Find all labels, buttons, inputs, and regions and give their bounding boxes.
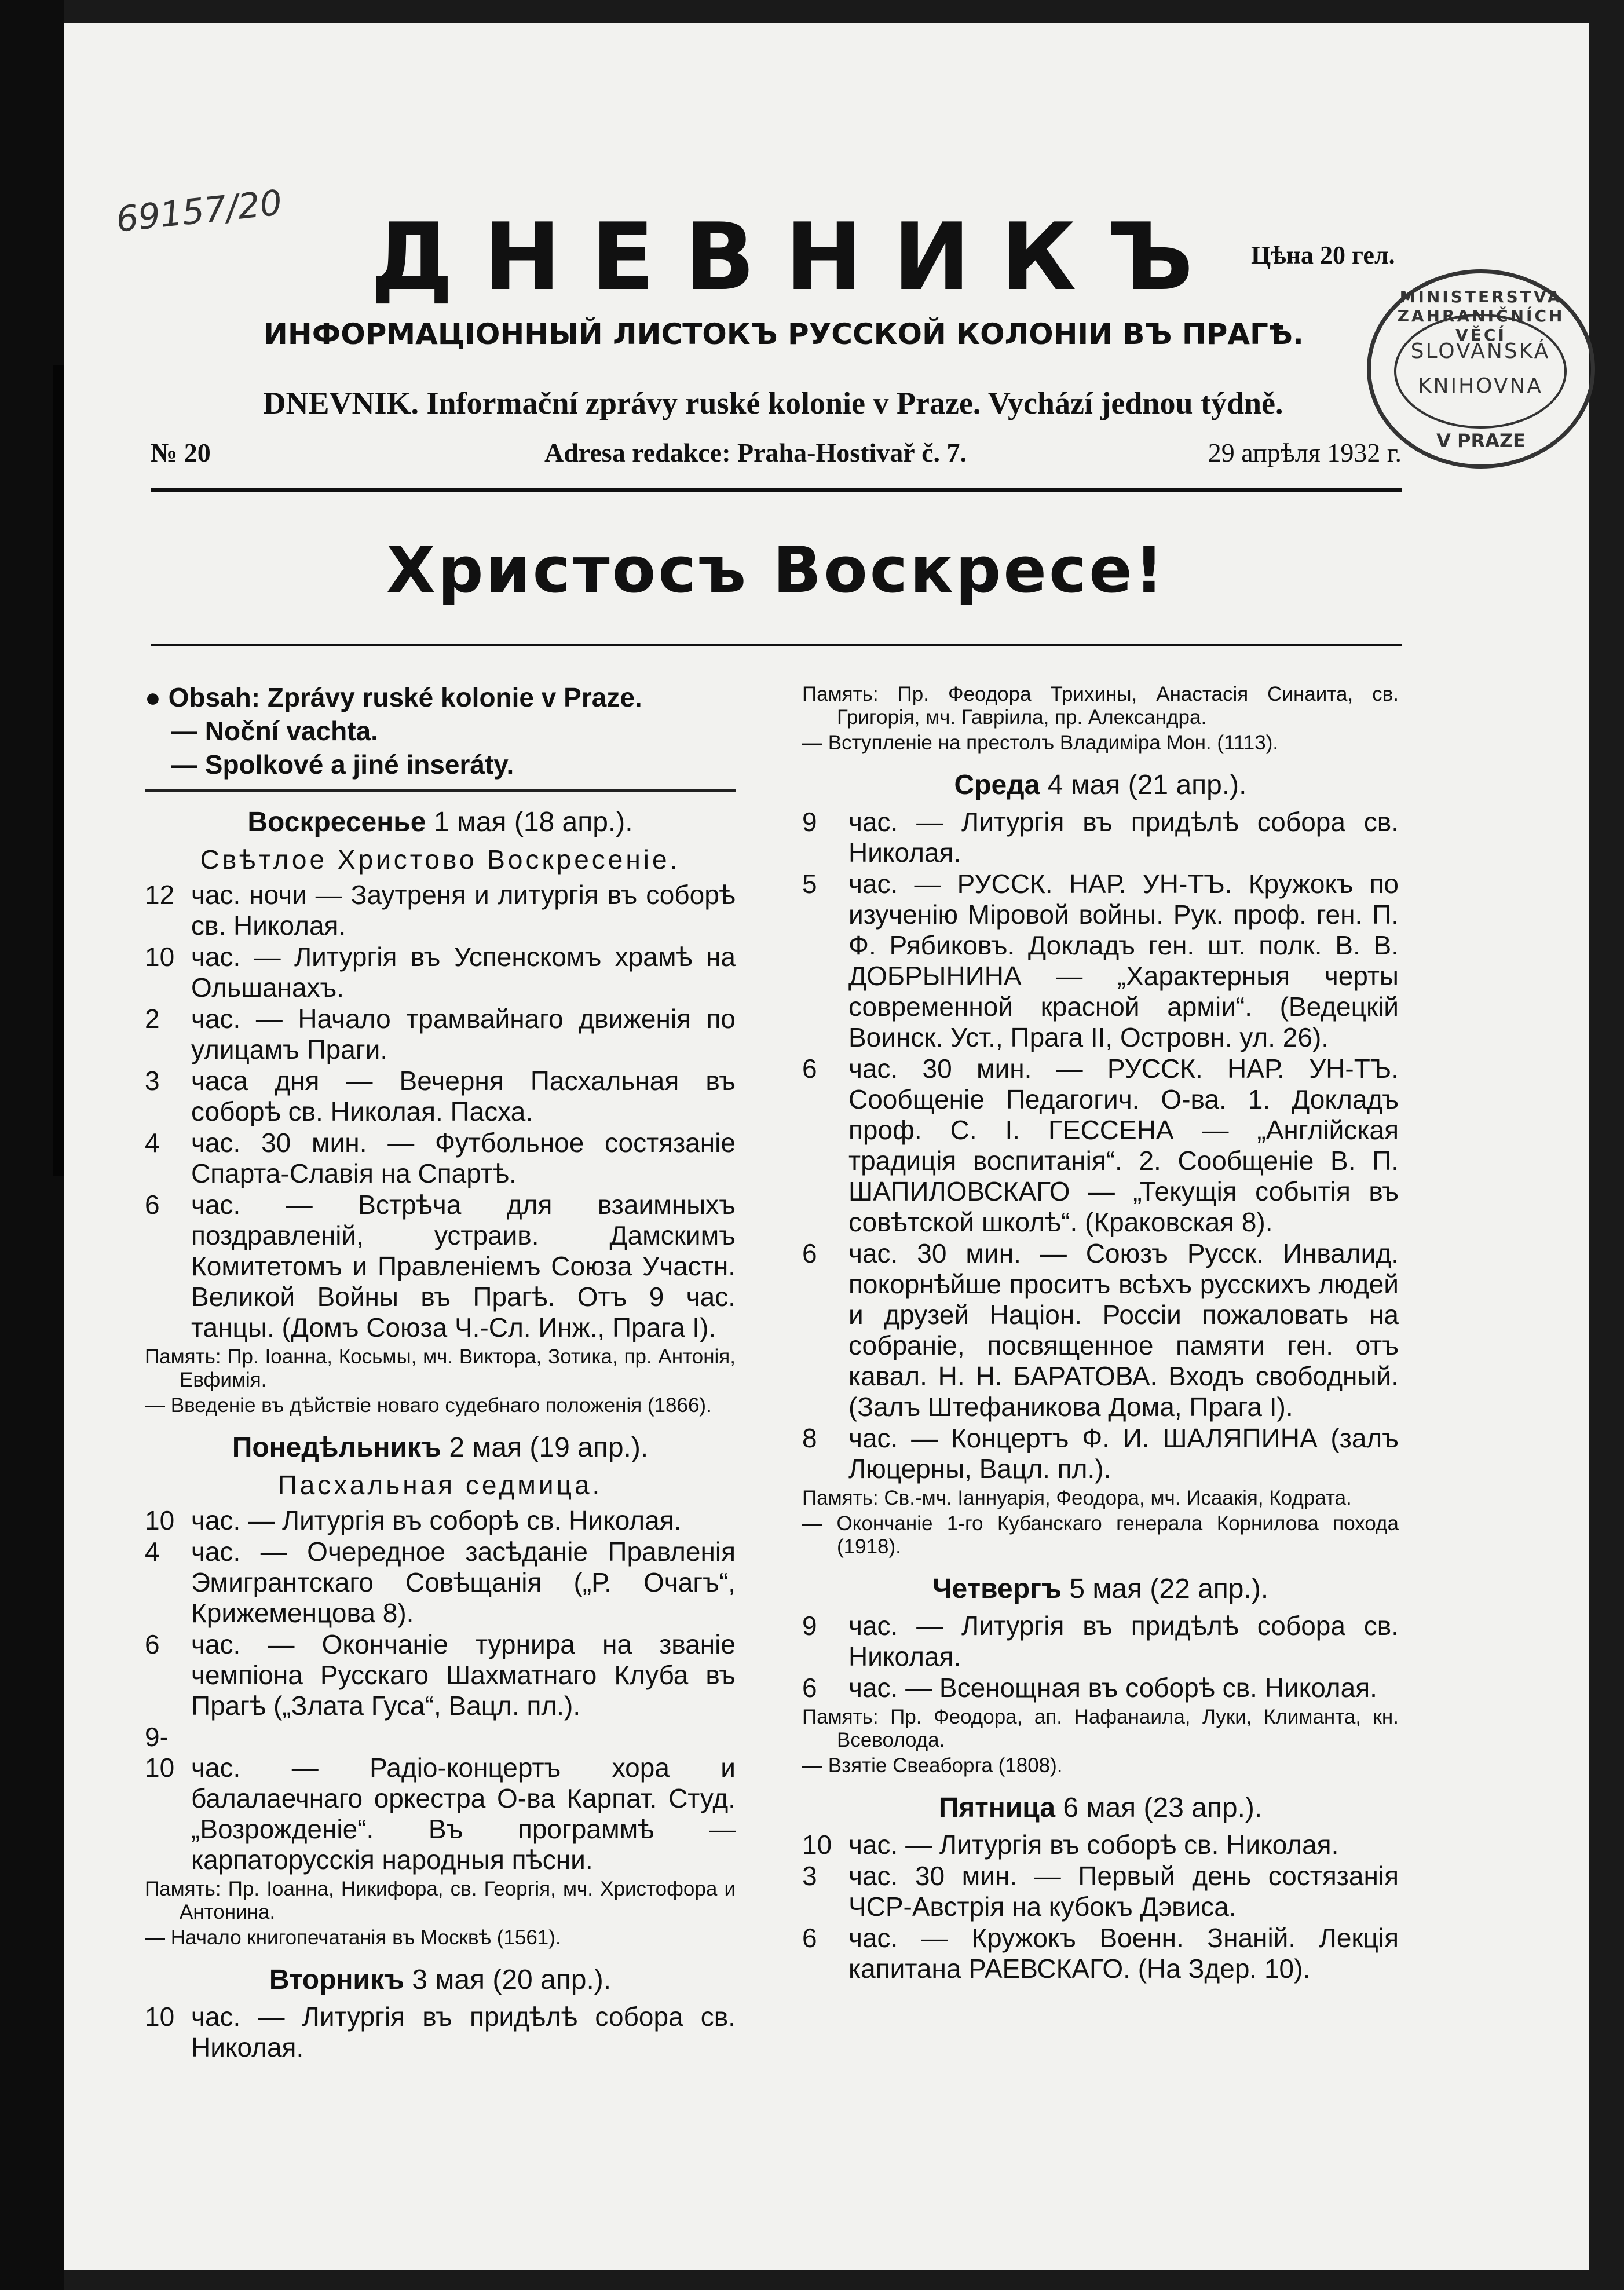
right-column xyxy=(802,681,1399,1985)
schedule-entry xyxy=(145,880,736,941)
feast-title: Пасхальная седмица. xyxy=(277,1470,603,1500)
day-heading-monday xyxy=(145,1432,736,1464)
day-date: 1 мая (18 апр.). xyxy=(433,807,633,837)
stamp-top-text: MINISTERSTVA ZAHRANIČNÍCH VĚCÍ xyxy=(1397,287,1565,345)
schedule-entry xyxy=(145,1629,736,1721)
entry-text: час. — Литургія въ придѣлѣ собора св. Николая. xyxy=(848,1611,1399,1671)
historical-note: — Окончаніе 1-го Кубанскаго генерала Корнилова похода (1918). xyxy=(802,1512,1399,1558)
newspaper-title: ДНЕВНИКЪ xyxy=(371,203,1224,311)
historical-note: — Взятіе Свеаборга (1808). xyxy=(802,1754,1063,1777)
schedule-entry xyxy=(145,942,736,1003)
entry-time: 6 xyxy=(802,1238,817,1268)
entry-time: 12 xyxy=(145,880,175,910)
handwritten-catalog-number: 69157/20 xyxy=(114,182,284,240)
entry-time: 4 xyxy=(145,1128,160,1158)
day-heading-sunday xyxy=(145,807,736,838)
entry-text: час. — Всенощная въ соборѣ св. Николая. xyxy=(848,1673,1377,1703)
schedule-entry xyxy=(145,1128,736,1189)
entry-text: час. — Начало трамвайнаго движенія по улицамъ Праги. xyxy=(191,1004,736,1064)
bullet-icon: ● xyxy=(145,682,161,712)
issue-number: № 20 xyxy=(151,438,211,467)
entry-text: час. — Окончаніе турнира на званіе чемпіона Русскаго Шахматнаго Клуба въ Прагѣ („Злата Гуса“, Вацл. пл.). xyxy=(191,1629,736,1721)
day-name: Вторникъ xyxy=(269,1965,404,1995)
memory-note: Память: Св.-мч. Іаннуарія, Феодора, мч. Исаакія, Кодрата. xyxy=(802,1487,1352,1509)
masthead-rule xyxy=(151,488,1402,492)
day-date: 6 мая (23 апр.). xyxy=(1063,1793,1263,1823)
entry-time: 3 xyxy=(802,1861,817,1891)
entry-time: 8 xyxy=(802,1423,817,1453)
entry-time: 4 xyxy=(145,1537,160,1567)
memory-note: Память: Пр. Феодора Трихины, Анастасія Синаита, св. Григорія, мч. Гавріила, пр. Александра. xyxy=(802,683,1399,729)
entry-time: 9 xyxy=(802,1611,817,1641)
entry-time: 6 xyxy=(802,1673,817,1703)
subtitle-russian: ИНФОРМАЦІОННЫЙ ЛИСТОКЪ РУССКОЙ КОЛОНІИ ВЪ ПРАГѢ. xyxy=(264,317,1304,351)
schedule-entry xyxy=(802,1238,1399,1422)
schedule-entry xyxy=(145,1505,736,1536)
day-date: 3 мая (20 апр.). xyxy=(412,1965,612,1995)
contents-item: — Noční vachta. xyxy=(171,716,378,746)
entry-text: час. — РУССК. НАР. УН-ТЪ. Кружокъ по изученію Міровой войны. Рук. проф. ген. П. Ф. Рябиковъ. Докладъ ген. шт. полк. В. В. ДОБРЫНИНА — „Характерныя черты современной красной арміи“. (Ведецкій Воинск. Уст., Прага II, Островн. ул. 26). xyxy=(848,869,1399,1052)
day-name: Пятница xyxy=(938,1793,1056,1823)
day-heading-friday xyxy=(802,1793,1399,1824)
entry-text: час. 30 мин. — РУССК. НАР. УН-ТЪ. Сообщеніе Педагогич. О-ва. 1. Докладъ проф. С. І. ГЕССЕНА — „Англійская традиція воспитанія“. 2. Сообщеніе В. П. ШАПИЛОВСКАГО — „Текущія событія въ совѣтской школѣ“. (Краковская 8). xyxy=(848,1053,1399,1237)
entry-time: 9 xyxy=(802,807,817,837)
entry-time: 6 xyxy=(145,1190,160,1220)
stamp-line-1: SLOVANSKÁ xyxy=(1410,339,1550,363)
contents-label: Obsah: xyxy=(168,682,261,712)
schedule-entry xyxy=(802,1053,1399,1238)
contents-item: — Spolkové a jiné inseráty. xyxy=(171,749,514,780)
subtitle-czech: DNEVNIK. Informační zprávy ruské kolonie v Praze. Vychází jednou týdně. xyxy=(263,386,1283,420)
memory-note: Память: Пр. Іоанна, Никифора, св. Георгія, мч. Христофора и Антонина. xyxy=(145,1878,736,1923)
day-name: Четвергъ xyxy=(932,1574,1062,1604)
historical-note: — Введеніе въ дѣйствіе новаго судебнаго положенія (1866). xyxy=(145,1394,712,1417)
price-label: Цѣна 20 гел. xyxy=(1251,241,1395,269)
schedule-entry xyxy=(802,1423,1399,1484)
editorial-address: Adresa redakce: Praha-Hostivař č. 7. xyxy=(544,438,967,467)
schedule-entry xyxy=(802,869,1399,1053)
entry-time: 10 xyxy=(145,942,175,972)
day-name: Воскресенье xyxy=(247,807,426,837)
contents-item: Zprávy ruské kolonie v Praze. xyxy=(267,682,642,712)
entry-text: час. — Очередное засѣданіе Правленія Эмигрантскаго Совѣщанія („Р. Очагъ“, Крижеменцова 8). xyxy=(191,1537,736,1628)
memory-note: Память: Пр. Іоанна, Косьмы, мч. Виктора, Зотика, пр. Антонія, Евфимія. xyxy=(145,1345,736,1391)
entry-time: 10 xyxy=(145,2002,175,2032)
schedule-entry xyxy=(145,1066,736,1127)
historical-note: — Вступленіе на престолъ Владиміра Мон. (1113). xyxy=(802,731,1279,754)
schedule-entry xyxy=(145,1004,736,1065)
entry-time: 3 xyxy=(145,1066,160,1096)
entry-time: 6 xyxy=(145,1629,160,1659)
left-column xyxy=(145,681,736,2064)
entry-time: 10 xyxy=(145,1505,175,1535)
historical-note: — Начало книгопечатанія въ Москвѣ (1561). xyxy=(145,1926,561,1949)
entry-text: час. — Литургія въ соборѣ св. Николая. xyxy=(848,1830,1339,1860)
schedule-entry xyxy=(145,1722,736,1875)
entry-text: час. — Литургія въ придѣлѣ собора св. Николая. xyxy=(191,2002,736,2062)
day-date: 4 мая (21 апр.). xyxy=(1047,770,1247,800)
day-heading-tuesday xyxy=(145,1965,736,1996)
entry-time: 5 xyxy=(802,869,817,899)
contents-first-row xyxy=(145,681,736,714)
day-heading-wednesday xyxy=(802,770,1399,801)
memory-note: Память: Пр. Феодора, ап. Нафанаила, Луки, Климанта, кн. Всеволода. xyxy=(802,1706,1399,1751)
entry-text: час. — Литургія въ Успенскомъ храмѣ на Ольшанахъ. xyxy=(191,942,736,1003)
schedule-entry xyxy=(145,1190,736,1343)
entry-time: 6 xyxy=(802,1053,817,1084)
entry-text: час. 30 мин. — Первый день состязанія ЧСР-Австрія на кубокъ Дэвиса. xyxy=(848,1861,1399,1922)
entry-text: час. — Встрѣча для взаимныхъ поздравленій, устраив. Дамскимъ Комитетомъ и Правленіемъ Союза Участн. Великой Войны въ Прагѣ. Отъ 9 час. танцы. (Домъ Союза Ч.-Сл. Инж., Прага I). xyxy=(191,1190,736,1342)
stamp-inner-ring xyxy=(1394,314,1567,429)
entry-time: 2 xyxy=(145,1004,160,1034)
feast-title: Свѣтлое Христово Воскресеніе. xyxy=(200,844,681,875)
stamp-bottom-text: V PRAZE xyxy=(1436,430,1526,452)
schedule-entry xyxy=(802,1861,1399,1922)
easter-headline: Христосъ Воскресе! xyxy=(386,533,1166,607)
entry-text: час. — Литургія въ придѣлѣ собора св. Николая. xyxy=(848,807,1399,868)
schedule-entry xyxy=(145,2002,736,2063)
contents-box xyxy=(145,681,736,781)
schedule-entry xyxy=(145,1537,736,1629)
day-name: Среда xyxy=(954,770,1040,800)
schedule-entry xyxy=(802,1611,1399,1672)
entry-text: часа дня — Вечерня Пасхальная въ соборѣ св. Николая. Пасха. xyxy=(191,1066,736,1126)
contents-divider xyxy=(145,789,736,792)
entry-text: час. 30 мин. — Футбольное состязаніе Спарта-Славія на Спартѣ. xyxy=(191,1128,736,1188)
day-heading-thursday xyxy=(802,1574,1399,1605)
day-date: 2 мая (19 апр.). xyxy=(449,1432,649,1463)
day-date: 5 мая (22 апр.). xyxy=(1069,1574,1269,1604)
entry-text: час. — Кружокъ Военн. Знаній. Лекція капитана РАЕВСКАГО. (На Здер. 10). xyxy=(848,1923,1399,1984)
stamp-line-2: KNIHOVNA xyxy=(1417,374,1543,398)
entry-text: час. — Литургія въ соборѣ св. Николая. xyxy=(191,1505,682,1535)
entry-text: час. ночи — Заутреня и литургія въ соборѣ св. Николая. xyxy=(191,880,736,941)
entry-text: час. 30 мин. — Союзъ Русск. Инвалид. покорнѣйше проситъ всѣхъ русскихъ людей и друзей Націон. Россіи пожаловать на собраніе, посвященное памяти ген. отъ кавал. Н. Н. БАРАТОВА. Входъ свободный. (Залъ Штефаникова Дома, Прага I). xyxy=(848,1238,1399,1422)
schedule-entry xyxy=(802,1673,1399,1703)
issue-date: 29 апрѣля 1932 г. xyxy=(1208,438,1402,467)
day-name: Понедѣльникъ xyxy=(232,1432,442,1463)
entry-time: 6 xyxy=(802,1923,817,1953)
entry-text: час. — Концертъ Ф. И. ШАЛЯПИНА (залъ Люцерны, Вацл. пл.). xyxy=(848,1423,1399,1484)
schedule-entry xyxy=(802,1830,1399,1860)
schedule-entry xyxy=(802,1923,1399,1984)
schedule-entry xyxy=(802,807,1399,868)
entry-time: 9-10 xyxy=(145,1722,175,1783)
entry-time: 10 xyxy=(802,1830,832,1860)
headline-rule xyxy=(151,644,1402,646)
entry-text: час. — Радіо-концертъ хора и балалаечнаго оркестра О-ва Карпат. Студ. „Возрожденіе“. Въ программѣ — карпаторусскія народныя пѣсни. xyxy=(191,1753,736,1875)
